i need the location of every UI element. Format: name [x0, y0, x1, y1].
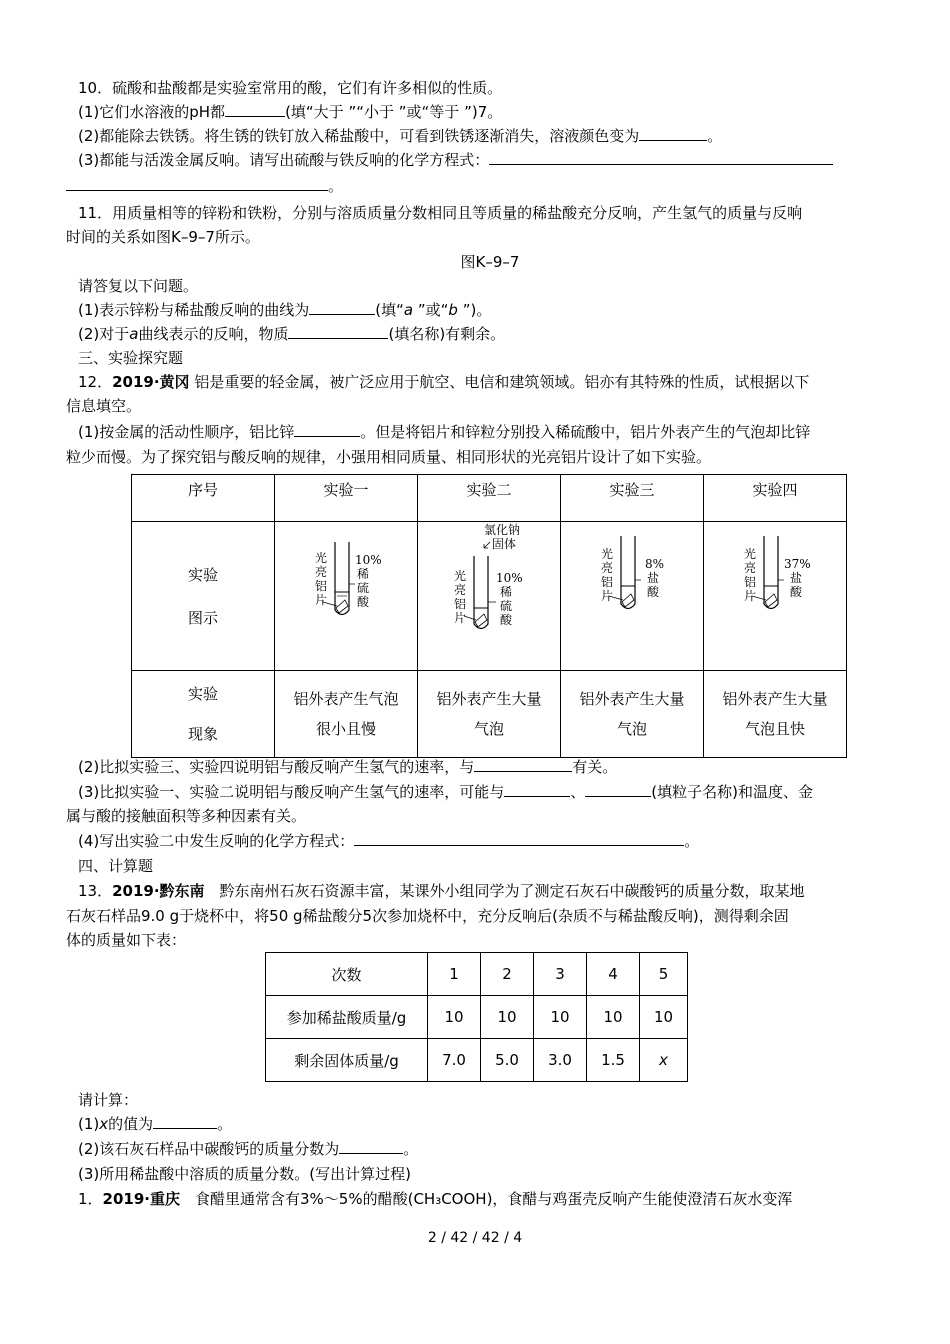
answer-blank[interactable] — [309, 299, 375, 315]
svg-text:酸: 酸 — [357, 595, 370, 609]
table-cell: 参加稀盐酸质量/g — [266, 996, 428, 1039]
answer-blank[interactable] — [585, 781, 651, 797]
table-cell: 10 — [587, 996, 640, 1039]
q12-part1: (1)按金属的活动性顺序，铝比锌 。但是将铝片和锌粒分别投入稀硫酸中，铝片外表产生的气泡却比锌 — [78, 423, 811, 441]
q13-calc-prompt: 请计算： — [78, 1091, 139, 1109]
table-header: 实验三 — [561, 475, 704, 522]
svg-text:硫: 硫 — [500, 599, 513, 613]
observation-cell: 铝外表产生大量 气泡 — [418, 671, 561, 758]
svg-text:硫: 硫 — [357, 581, 370, 595]
svg-text:盐: 盐 — [647, 571, 660, 585]
table-cell: 10 — [640, 996, 688, 1039]
table-header: 2 — [481, 953, 534, 996]
table-header: 实验四 — [704, 475, 847, 522]
q13-part2: (2)该石灰石样品中碳酸钙的质量分数为 。 — [78, 1140, 419, 1158]
answer-blank[interactable] — [339, 1138, 403, 1154]
svg-text:片: 片 — [601, 589, 614, 603]
table-cell: 3.0 — [534, 1039, 587, 1082]
table-row — [132, 671, 847, 758]
q13-stem-line2: 石灰石样品9.0 g于烧杯中，将50 g稀盐酸分5次参加烧杯中，充分反响后(杂质不与稀盐酸反响)，测得剩余固 — [66, 907, 789, 925]
q13-stem-line3: 体的质量如下表： — [66, 931, 187, 949]
svg-text:10%: 10% — [355, 553, 382, 567]
table-header-row — [266, 953, 688, 996]
svg-text:酸: 酸 — [647, 585, 660, 599]
q11-stem-line2: 时间的关系如图K–9–7所示。 — [66, 228, 260, 246]
table-header: 3 — [534, 953, 587, 996]
svg-text:亮: 亮 — [744, 561, 757, 575]
q11-stem-line1: 11．用质量相等的锌粉和铁粉，分别与溶质质量分数相同且等质量的稀盐酸充分反响，产生氢气的质量与反响 — [78, 204, 803, 222]
svg-text:光: 光 — [315, 551, 328, 565]
svg-text:铝: 铝 — [601, 575, 614, 589]
svg-text:8%: 8% — [645, 557, 665, 571]
table-row — [266, 1039, 688, 1082]
table-header: 次数 — [266, 953, 428, 996]
test-tube-diagram — [275, 522, 417, 666]
answer-blank[interactable] — [474, 756, 572, 772]
row-label: 实验 现象 — [132, 671, 275, 758]
svg-text:酸: 酸 — [500, 613, 513, 627]
svg-text:光: 光 — [744, 547, 757, 561]
data-table — [265, 952, 688, 1082]
svg-text:10%: 10% — [496, 571, 523, 585]
table-cell: 1.5 — [587, 1039, 640, 1082]
row-label: 实验 图示 — [132, 522, 275, 671]
svg-text:稀: 稀 — [500, 585, 513, 599]
q11-part2: (2)对于a曲线表示的反响，物质 (填名称)有剩余。 — [78, 325, 506, 343]
q13-part3: (3)所用稀盐酸中溶质的质量分数。(写出计算过程) — [78, 1165, 411, 1183]
q12-part3-cont: 属与酸的接触面积等多种因素有关。 — [66, 807, 307, 825]
answer-blank[interactable] — [639, 125, 707, 141]
q10-part1: (1)它们水溶液的pH都 (填“大于 ”“小于 ”或“等于 ”)7。 — [78, 103, 503, 121]
test-tube-diagram — [704, 522, 846, 666]
experiment2-diagram — [418, 522, 561, 671]
answer-blank[interactable] — [504, 781, 570, 797]
table-header: 实验一 — [275, 475, 418, 522]
table-header: 序号 — [132, 475, 275, 522]
table-cell: 5.0 — [481, 1039, 534, 1082]
q11-ask: 请答复以下问题。 — [78, 277, 199, 295]
q1-stem: 1．2019·重庆 食醋里通常含有3%～5%的醋酸(CH₃COOH)，食醋与鸡蛋壳反响产生能使澄清石灰水变浑 — [78, 1190, 793, 1208]
answer-blank[interactable] — [288, 323, 388, 339]
svg-text:片: 片 — [744, 589, 757, 603]
experiment1-diagram — [275, 522, 418, 671]
table-row — [266, 996, 688, 1039]
svg-text:铝: 铝 — [744, 575, 757, 589]
q12-part2: (2)比拟实验三、实验四说明铝与酸反响产生氢气的速率，与 有关。 — [78, 758, 618, 776]
table-header: 实验二 — [418, 475, 561, 522]
svg-text:铝: 铝 — [315, 579, 328, 593]
q13-stem-line1: 13．2019·黔东南 黔东南州石灰石资源丰富，某课外小组同学为了测定石灰石中碳酸钙的质量分数，取某地 — [78, 882, 805, 900]
answer-blank[interactable] — [66, 175, 328, 191]
table-cell: 10 — [481, 996, 534, 1039]
answer-blank[interactable] — [294, 421, 360, 437]
table-cell: x — [640, 1039, 688, 1082]
section-heading-calculation: 四、计算题 — [78, 857, 154, 875]
svg-text:盐: 盐 — [790, 571, 803, 585]
table-header-row — [132, 475, 847, 522]
q12-part3: (3)比拟实验一、实验二说明铝与酸反响产生氢气的速率，可能与 、 (填粒子名称)和温度、金 — [78, 783, 813, 801]
svg-text:光: 光 — [454, 569, 467, 583]
q13-part1: (1)x的值为 。 — [78, 1115, 233, 1133]
experiment4-diagram — [704, 522, 847, 671]
svg-text:片: 片 — [315, 593, 328, 607]
answer-blank[interactable] — [153, 1113, 217, 1129]
q12-stem-line2: 信息填空。 — [66, 397, 142, 415]
q11-part1: (1)表示锌粉与稀盐酸反响的曲线为 (填“a ”或“b ”)。 — [78, 301, 492, 319]
observation-cell: 铝外表产生气泡 很小且慢 — [275, 671, 418, 758]
q10-part3: (3)都能与活泼金属反响。请写出硫酸与铁反响的化学方程式： — [66, 148, 896, 172]
q12-part1-cont: 粒少而慢。为了探究铝与酸反响的规律，小强用相同质量、相同形状的光亮铝片设计了如下实验。 — [66, 448, 712, 466]
svg-text:片: 片 — [454, 611, 467, 625]
observation-cell: 铝外表产生大量 气泡 — [561, 671, 704, 758]
test-tube-diagram — [561, 522, 703, 666]
table-cell: 10 — [534, 996, 587, 1039]
answer-blank[interactable] — [489, 149, 833, 165]
page-footer: 2 / 42 / 42 / 4 — [427, 1230, 523, 1246]
svg-text:稀: 稀 — [357, 567, 370, 581]
table-header: 1 — [428, 953, 481, 996]
table-header: 4 — [587, 953, 640, 996]
observation-cell: 铝外表产生大量 气泡且快 — [704, 671, 847, 758]
svg-text:亮: 亮 — [315, 565, 328, 579]
answer-blank[interactable] — [225, 101, 285, 117]
experiment-table — [131, 474, 847, 758]
table-row — [132, 522, 847, 671]
svg-text:氯化钠: 氯化钠 — [484, 523, 521, 537]
svg-text:固体: 固体 — [492, 537, 517, 551]
answer-blank[interactable] — [354, 830, 684, 846]
svg-text:亮: 亮 — [454, 583, 467, 597]
section-heading-experiment: 三、实验探究题 — [78, 349, 184, 367]
table-header: 5 — [640, 953, 688, 996]
q11-figure-caption: 图K–9–7 — [460, 253, 520, 271]
q10-part3-cont: 。 — [66, 174, 884, 198]
q12-part4: (4)写出实验二中发生反响的化学方程式： 。 — [78, 832, 700, 850]
table-cell: 10 — [428, 996, 481, 1039]
table-cell: 剩余固体质量/g — [266, 1039, 428, 1082]
experiment3-diagram — [561, 522, 704, 671]
svg-text:铝: 铝 — [454, 597, 467, 611]
table-cell: 7.0 — [428, 1039, 481, 1082]
test-tube-diagram — [418, 522, 560, 666]
svg-text:光: 光 — [601, 547, 614, 561]
q10-stem: 10．硫酸和盐酸都是实验室常用的酸，它们有许多相似的性质。 — [78, 79, 503, 97]
q12-stem-line1: 12．2019·黄冈 铝是重要的轻金属，被广泛应用于航空、电信和建筑领域。铝亦有其特殊的性质，试根据以下 — [78, 373, 810, 391]
q10-part2: (2)都能除去铁锈。将生锈的铁钉放入稀盐酸中，可看到铁锈逐渐消失，溶液颜色变为 。 — [78, 127, 723, 145]
svg-text:酸: 酸 — [790, 585, 803, 599]
svg-text:37%: 37% — [784, 557, 811, 571]
svg-text:亮: 亮 — [601, 561, 614, 575]
